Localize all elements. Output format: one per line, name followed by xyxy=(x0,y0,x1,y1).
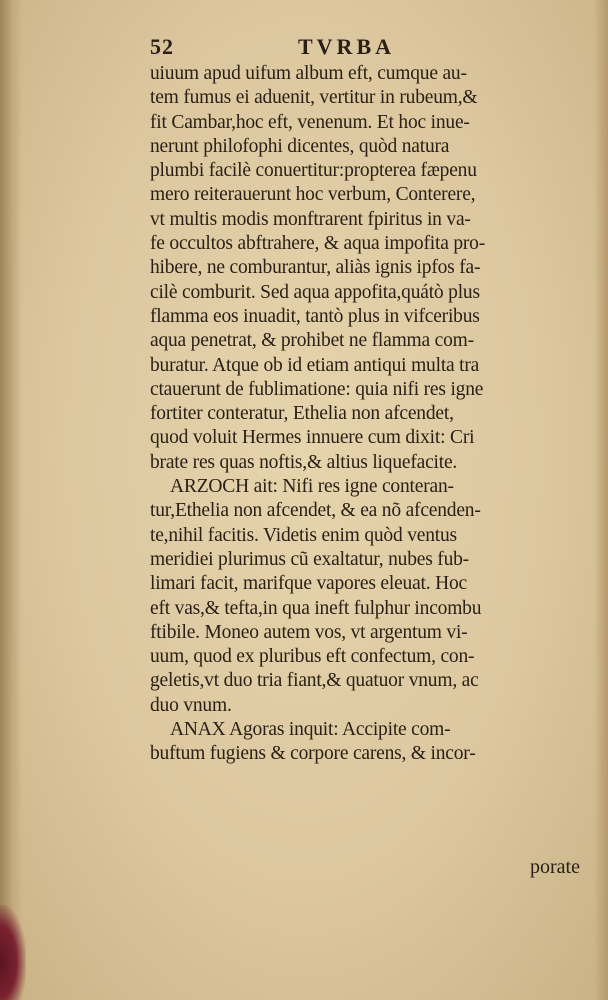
text-line: mero reiterauerunt hoc verbum, Conterere, xyxy=(150,184,476,206)
text-line: brate res quas noftis,& altius liquefacite. xyxy=(150,451,458,473)
text-line: eft vas,& tefta,in qua ineft fulphur incombu xyxy=(150,597,482,619)
running-title: TVRBA xyxy=(298,34,396,59)
text-line: fortiter conteratur, Ethelia non afcendet, xyxy=(150,403,454,425)
text-line: uum, quod ex pluribus eft confectum, con- xyxy=(150,646,475,668)
paragraph-start-arzoch: ARZOCH ait: Nifi res igne conteran- xyxy=(170,476,454,498)
text-line: te,nihil facitis. Videtis enim quòd ventus xyxy=(150,524,457,546)
text-line: flamma eos inuadit, tantò plus in vifceribus xyxy=(150,305,480,327)
paragraph-start-anaxagoras: ANAX Agoras inquit: Accipite com- xyxy=(170,719,451,741)
text-line: tem fumus ei aduenit, vertitur in rubeum,& xyxy=(150,87,478,109)
text-line: geletis,vt duo tria fiant,& quatuor vnum, ac xyxy=(150,670,479,692)
page-right-edge xyxy=(594,0,608,1000)
text-line: aqua penetrat, & prohibet ne flamma com- xyxy=(150,330,474,352)
running-head xyxy=(150,34,440,64)
text-line: buratur. Atque ob id etiam antiqui multa tra xyxy=(150,354,480,376)
text-line: meridiei plurimus cũ exaltatur, nubes fub- xyxy=(150,548,469,570)
text-line: uiuum apud uifum album eft, cumque au- xyxy=(150,63,467,84)
text-line: vt multis modis monftrarent fpiritus in va- xyxy=(150,208,471,230)
text-line: limari facit, marifque vapores eleuat. Hoc xyxy=(150,573,467,595)
binding-stain xyxy=(0,905,26,1000)
text-line: hibere, ne comburantur, aliàs ignis ipfos fa- xyxy=(150,257,481,279)
text-line: fe occultos abftrahere, & aqua impofita pro- xyxy=(150,233,486,255)
text-line: cilè comburit. Sed aqua appofita,quátò plus xyxy=(150,281,480,303)
text-block xyxy=(150,62,590,767)
text-line: tur,Ethelia non afcendet, & ea nõ afcenden- xyxy=(150,500,481,522)
text-line: plumbi facilè conuertitur:propterea fæpenu xyxy=(150,160,477,182)
catchword: porate xyxy=(530,856,580,878)
page-left-edge xyxy=(0,0,22,1000)
text-line: ftibile. Moneo autem vos, vt argentum vi- xyxy=(150,621,468,643)
text-line: quod voluit Hermes innuere cum dixit: Cri xyxy=(150,427,475,449)
text-line: ctauerunt de fublimatione: quia nifi res igne xyxy=(150,378,484,400)
page-number: 52 xyxy=(150,34,174,59)
text-line: buftum fugiens & corpore carens, & incor- xyxy=(150,743,476,765)
text-line: duo vnum. xyxy=(150,694,232,716)
text-line: fit Cambar,hoc eft, venenum. Et hoc inue- xyxy=(150,111,470,133)
text-line: nerunt philofophi dicentes, quòd natura xyxy=(150,135,450,157)
